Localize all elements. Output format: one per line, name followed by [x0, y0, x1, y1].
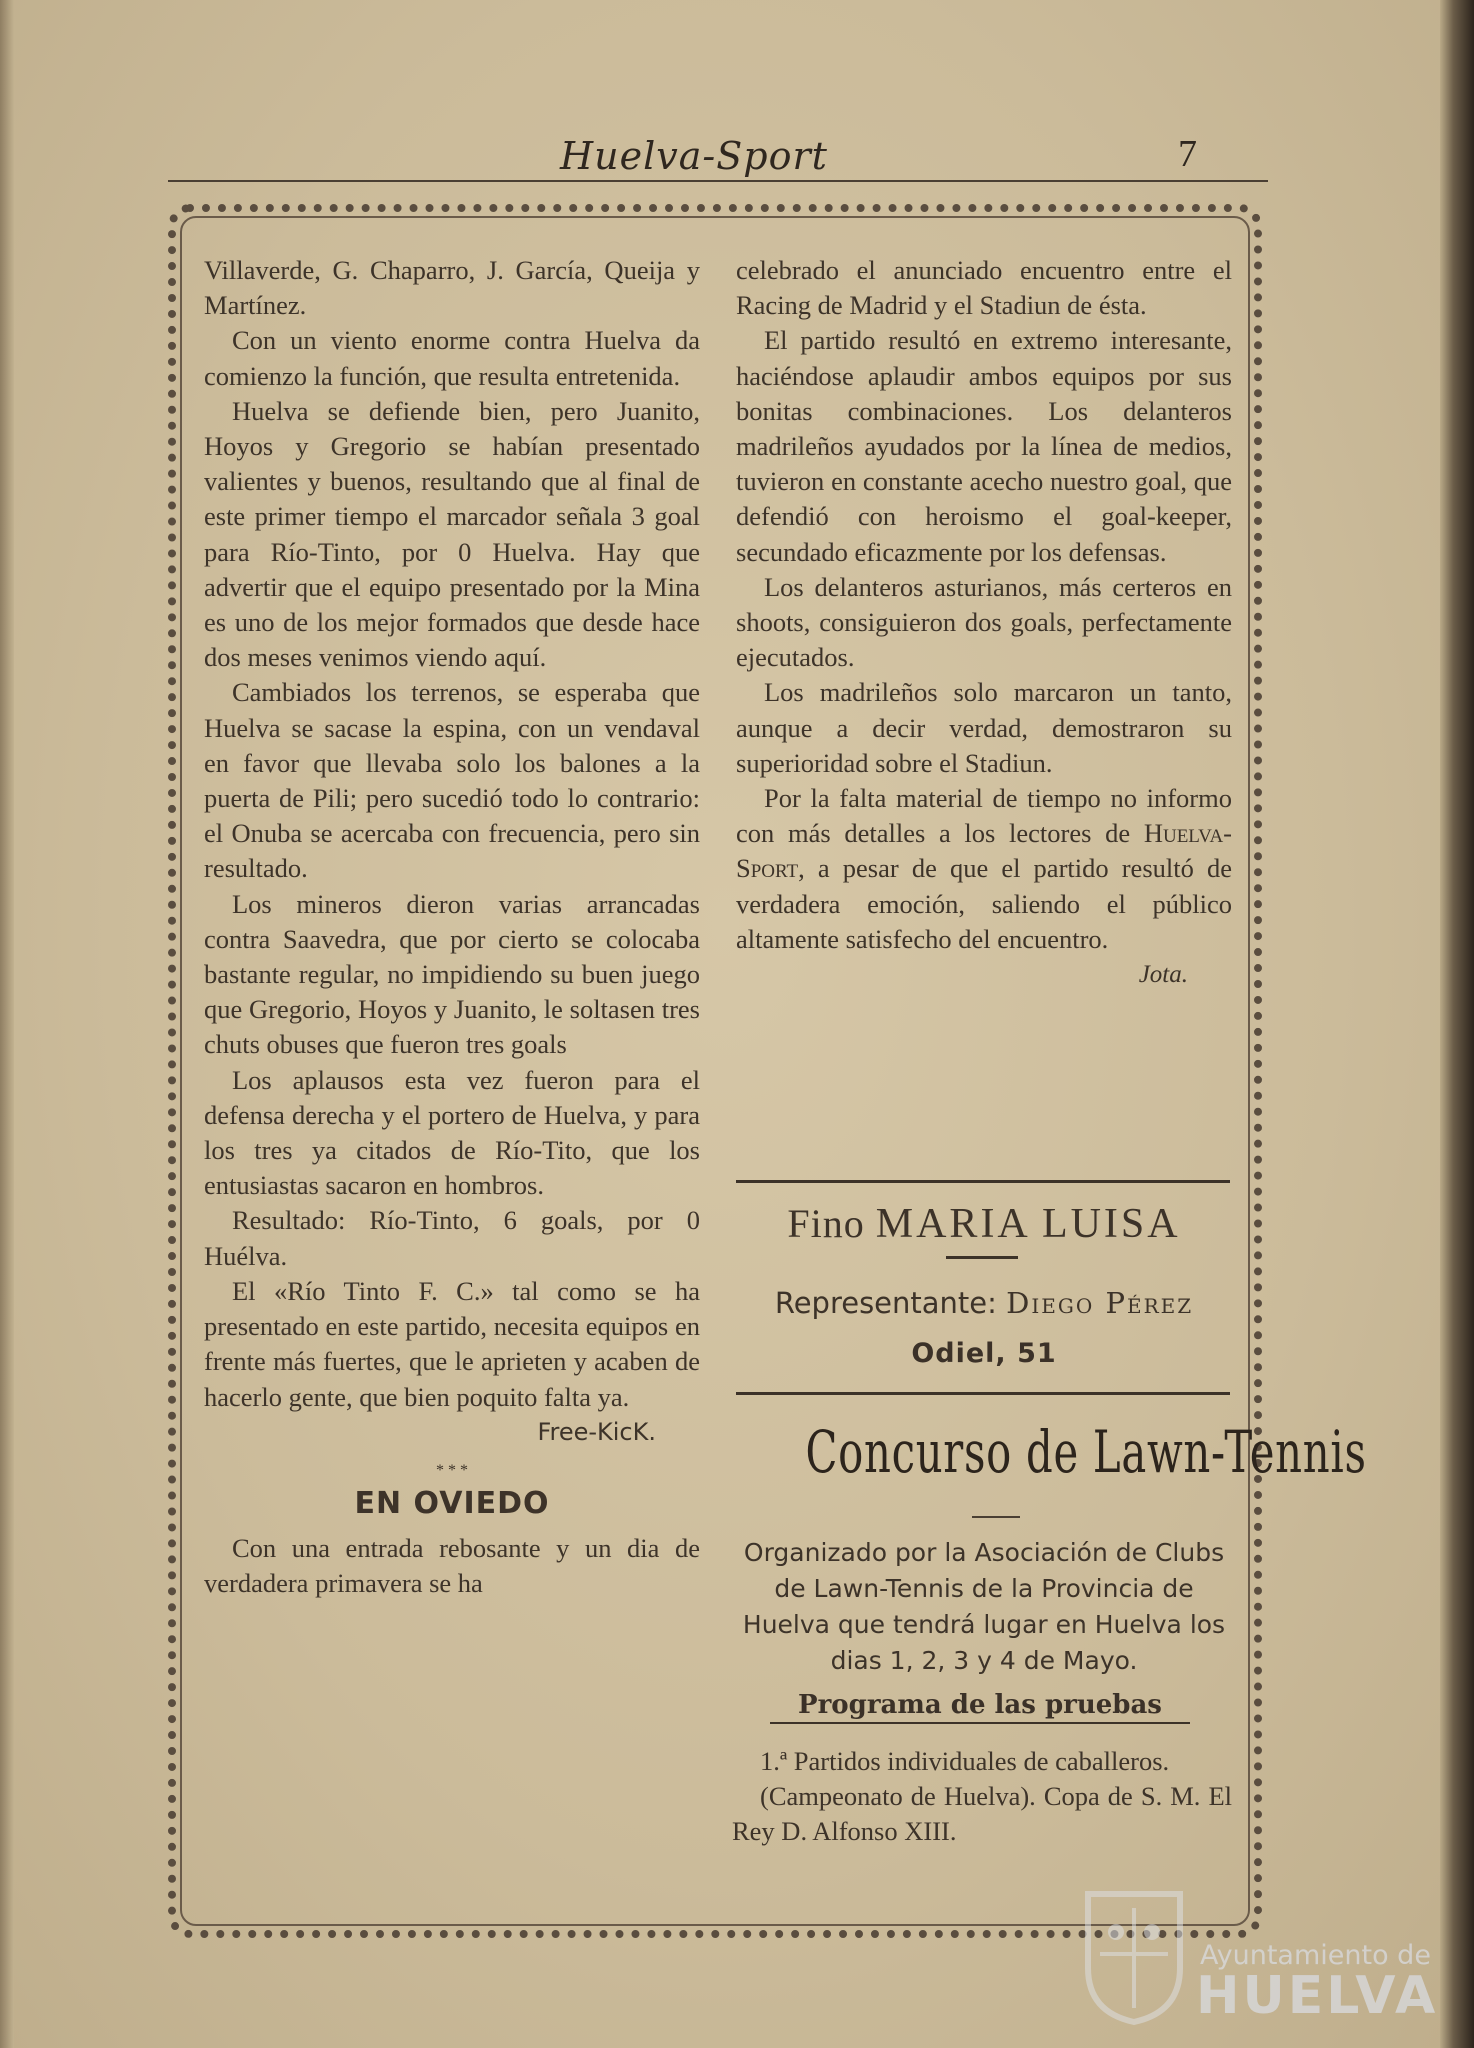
- paragraph-text: , a pesar de que el partido resultó de verdadera emoción, saliendo el público altamente satisfecho del encuentro.: [736, 853, 1232, 954]
- list-item: 1.ª Partidos individuales de caballeros.: [760, 1746, 1170, 1776]
- paragraph-text: Por la falta material de tiempo no informo con más detalles a los lectores de: [736, 783, 1232, 849]
- article-paragraph: [736, 781, 1232, 957]
- header-rule: [168, 180, 1268, 182]
- article-paragraph: El partido resultó en extremo interesante, haciéndose aplaudir ambos equipos por sus bonitas combinaciones. Los delanteros madrileños ayudados por la línea de medios, tuvieron en constante acecho nuestro goal, que defendió con heroismo el goal-keeper, secundado eficazmente por los defensas.: [736, 325, 1232, 567]
- article-paragraph: Huelva se defiende bien, pero Juanito, Hoyos y Gregorio se habían presentado valientes y buenos, resultando que al final de este primer tiempo el marcador señala 3 goal para Río-Tinto, por 0 Huelva. Hay que advertir que el equipo presentado por la Mina es uno de los mejor formados que desde hace dos meses venimos viendo aquí.: [204, 395, 700, 673]
- article-paragraph: Con un viento enorme contra Huelva da comienzo la función, que resulta entretenida.: [204, 325, 700, 391]
- article-paragraph: Los aplausos esta vez fueron para el defensa derecha y el portero de Huelva, y para los tres ya citados de Río-Tito, que los entusiastas sacaron en hombros.: [204, 1064, 700, 1201]
- advert-representative: [736, 1286, 1232, 1320]
- article-paragraph: Villaverde, G. Chaparro, J. García, Queija y Martínez.: [204, 255, 700, 321]
- article-paragraph: Los delanteros asturianos, más certeros en shoots, consiguieron dos goals, perfectamente ejecutados.: [736, 571, 1232, 673]
- publication-name: Huelva-Sport: [736, 818, 1232, 884]
- right-column: [736, 253, 1232, 992]
- programa-list: [732, 1744, 1232, 1850]
- page-number: 7: [1178, 133, 1197, 175]
- article-signature: Jota.: [1138, 961, 1188, 989]
- concurso-dash: [972, 1516, 1020, 1518]
- divider-rule: [736, 1392, 1230, 1395]
- representative-label: Representante:: [774, 1286, 997, 1320]
- article-signature: Free-KicK.: [537, 1417, 656, 1446]
- publication-title: Huelva-Sport: [560, 134, 828, 178]
- section-stars: * * *: [436, 1461, 468, 1479]
- watermark-line2: HUELVA: [1196, 1966, 1439, 2026]
- watermark-line1: Ayuntamiento de: [1200, 1940, 1431, 1971]
- advert-brand: MARIA LUISA: [875, 1201, 1181, 1247]
- article-paragraph: Con una entrada rebosante y un dia de verdadera primavera se ha: [204, 1533, 700, 1599]
- advert-address: Odiel, 51: [911, 1338, 1057, 1369]
- advert-prefix: Fino: [787, 1201, 865, 1246]
- page-spine: [0, 0, 14, 2048]
- article-paragraph: celebrado el anunciado encuentro entre el Racing de Madrid y el Stadiun de ésta.: [736, 255, 1232, 321]
- advert-title: [736, 1200, 1232, 1248]
- article-paragraph: Resultado: Río-Tinto, 6 goals, por 0 Huélva.: [204, 1205, 700, 1271]
- programa-title: Programa de las pruebas: [770, 1690, 1190, 1724]
- article-paragraph: El «Río Tinto F. C.» tal como se ha presentado en este partido, necesita equipos en frente más fuertes, que le aprieten y acaben de hacerlo gente, que bien poquito falta ya.: [204, 1275, 700, 1412]
- article-paragraph: Cambiados los terrenos, se esperaba que Huelva se sacase la espina, con un vendaval en favor que llevaba solo los balones a la puerta de Pili; pero sucedió todo lo contrario: el Onuba se acercaba con frecuencia, pero sin resultado.: [204, 677, 700, 884]
- article-paragraph: Los madrileños solo marcaron un tanto, aunque a decir verdad, demostraron su superioridad sobre el Stadiun.: [736, 677, 1232, 778]
- advert-short-rule: [946, 1256, 1018, 1259]
- representative-name: Diego Pérez: [1006, 1286, 1194, 1320]
- left-column: [204, 253, 700, 1602]
- concurso-organized: Organizado por la Asociación de Clubs de Lawn-Tennis de la Provincia de Huelva que tendrá lugar en Huelva los dias 1, 2, 3 y 4 de Mayo.: [742, 1538, 1226, 1675]
- section-title: EN OVIEDO: [354, 1485, 550, 1521]
- page-edge: [1440, 0, 1474, 2048]
- concurso-title: Concurso de Lawn-Tennis: [805, 1418, 1367, 1486]
- coat-of-arms-icon: [1082, 1888, 1186, 2026]
- divider-rule: [736, 1180, 1230, 1183]
- list-item: (Campeonato de Huelva). Copa de S. M. El Rey D. Alfonso XIII.: [732, 1781, 1232, 1847]
- article-paragraph: Los mineros dieron varias arrancadas contra Saavedra, que por cierto se colocaba bastante regular, no impidiendo su buen juego que Gregorio, Hoyos y Juanito, le soltasen tres chuts obuses que fueron tres goals: [204, 888, 700, 1060]
